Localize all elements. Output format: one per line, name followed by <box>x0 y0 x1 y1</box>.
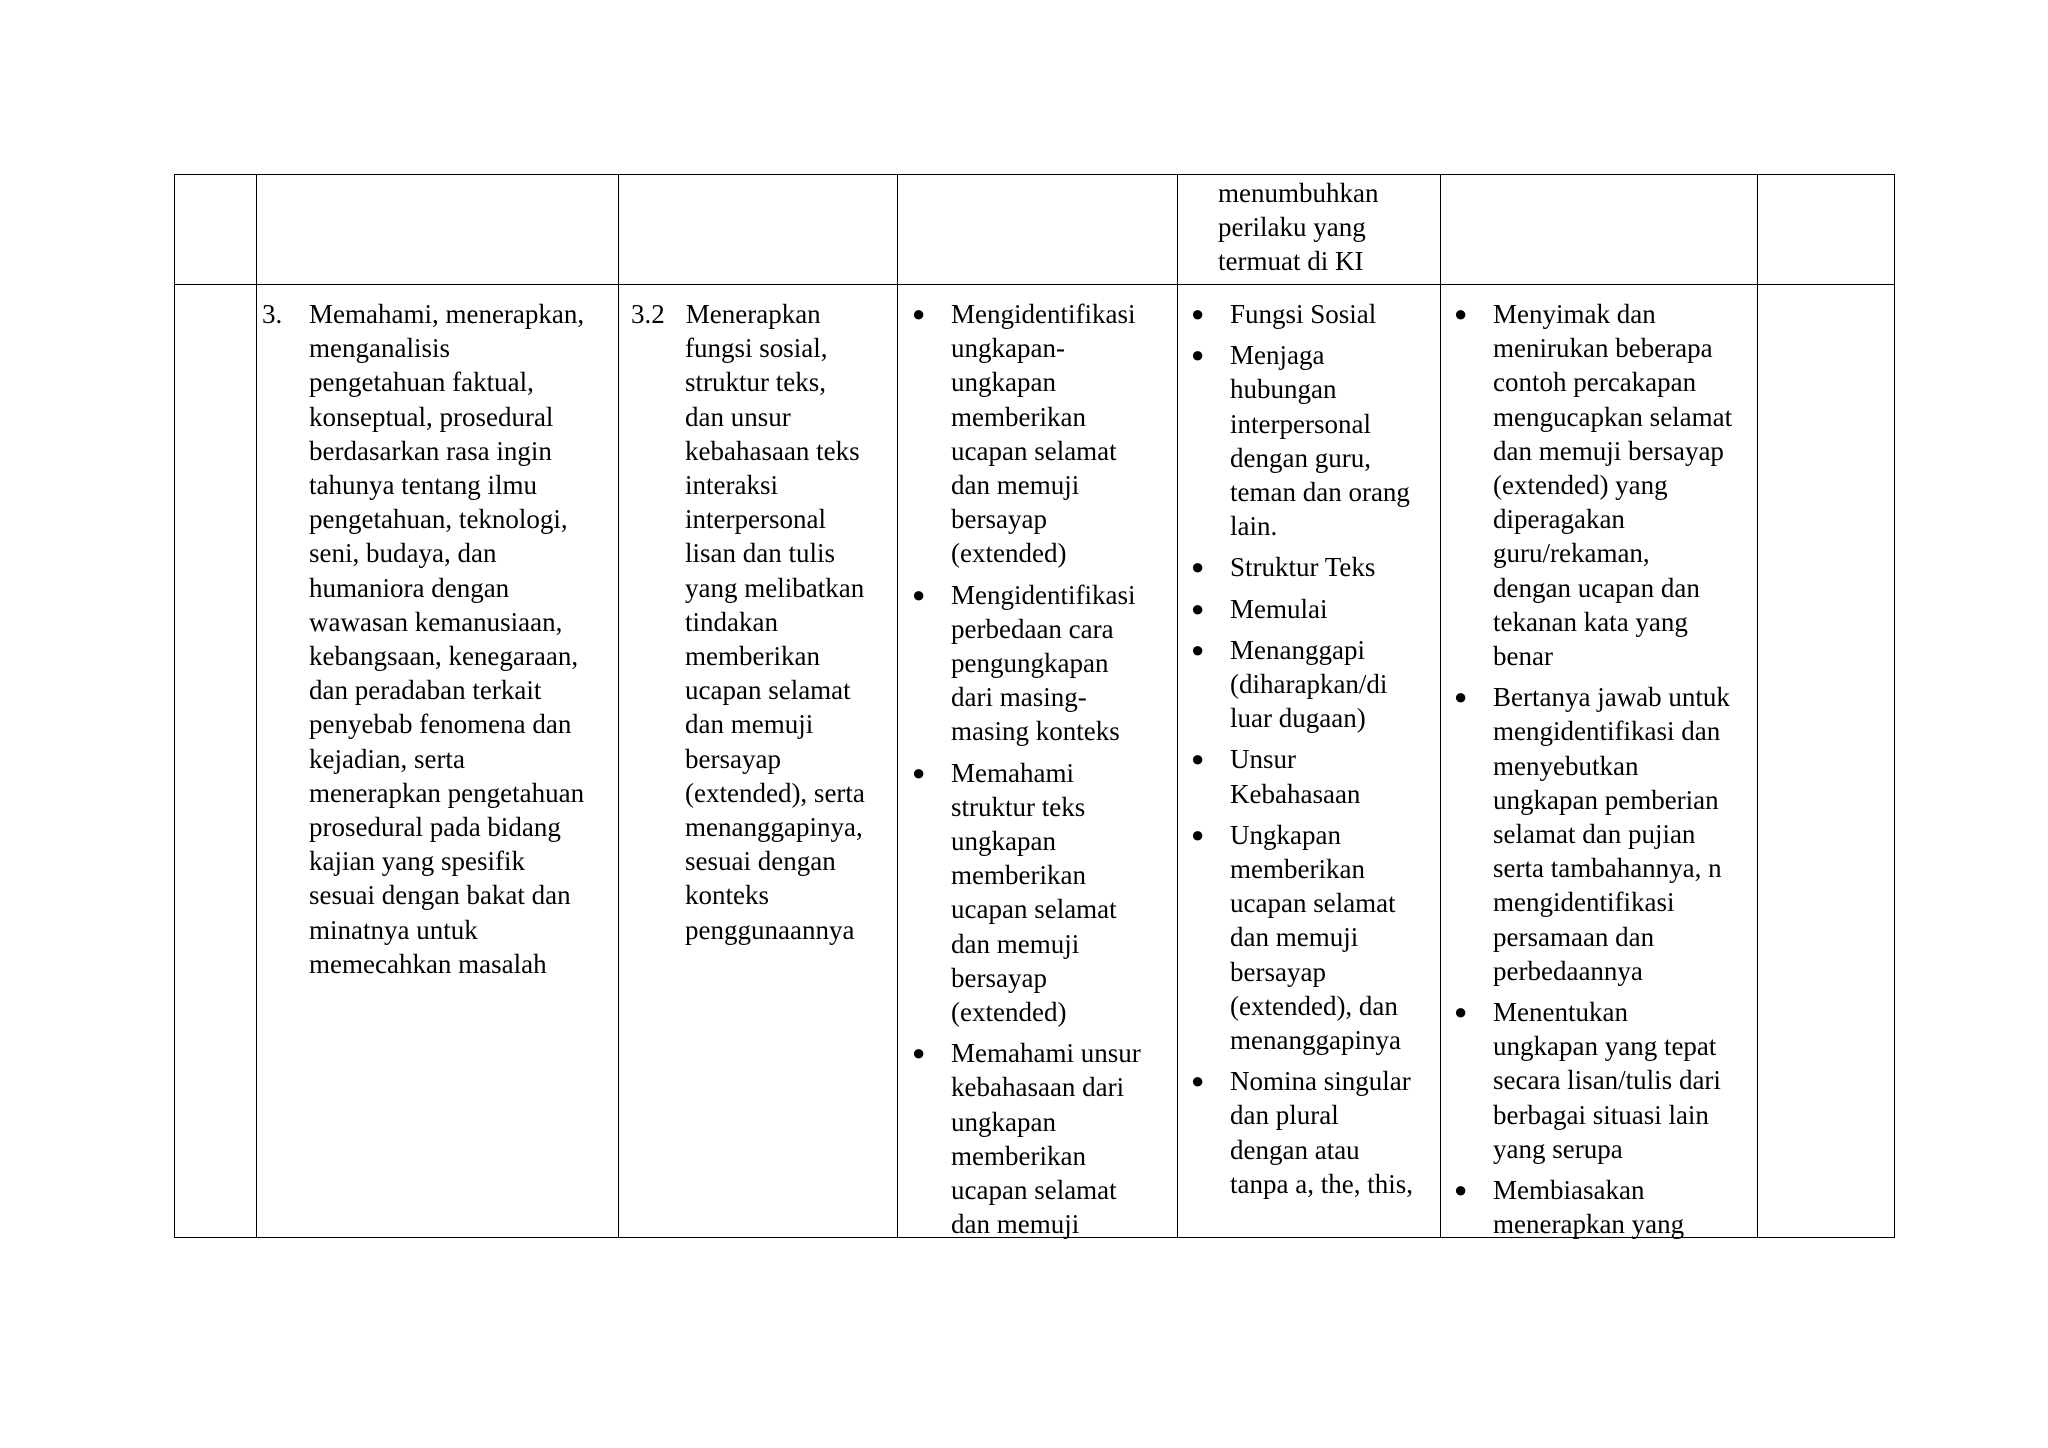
text-line: ucapan selamat <box>685 675 851 706</box>
text-line: konseptual, prosedural <box>309 401 554 432</box>
text-line: ucapan selamat <box>951 894 1117 925</box>
text-line: penggunaannya <box>685 914 855 945</box>
text-line: Ungkapan <box>1230 819 1341 850</box>
kd-text <box>631 331 893 947</box>
bullet-icon: ● <box>1191 554 1205 580</box>
materi-pembelajaran-cell <box>1189 297 1439 1208</box>
text-line: guru/rekaman, <box>1493 538 1650 569</box>
text-line: lisan dan tulis <box>685 538 835 569</box>
text-line: wawasan kemanusiaan, <box>309 606 563 637</box>
column-divider <box>897 174 898 1238</box>
text-line: tindakan <box>685 606 778 637</box>
bullet-item <box>1189 742 1439 810</box>
text-line: Struktur Teks <box>1230 552 1376 583</box>
row-divider <box>174 284 1895 285</box>
text-line: (extended) <box>951 997 1067 1028</box>
text-line: kebangsaan, kenegaraan, <box>309 641 579 672</box>
text-line: (extended), serta <box>685 777 865 808</box>
text-line: interaksi <box>685 470 778 501</box>
bullet-item <box>1189 633 1439 736</box>
text-line: dan plural <box>1230 1100 1339 1131</box>
bullet-icon: ● <box>1191 301 1205 326</box>
text-line: hubungan <box>1230 374 1337 405</box>
text-line: mengucapkan selamat <box>1493 401 1733 432</box>
text-line: kebahasaan dari <box>951 1072 1125 1103</box>
text-line: bersayap <box>951 962 1047 993</box>
text-line: pengungkapan <box>951 648 1109 679</box>
text-line: contoh percakapan <box>1493 367 1697 398</box>
text-line: Memulai <box>1230 593 1328 624</box>
bullet-icon: ● <box>1191 1068 1205 1094</box>
text-line: Mengidentifikasi <box>951 299 1136 329</box>
text-line: lain. <box>1230 511 1278 542</box>
kd-first-word: Menerapkan <box>685 299 821 329</box>
text-line: dengan guru, <box>1230 442 1371 473</box>
bullet-item <box>1452 995 1756 1166</box>
text-line: dan unsur <box>685 401 791 432</box>
text-line: Bertanya jawab untuk <box>1493 682 1730 713</box>
text-line: Memahami, menerapkan, <box>309 299 585 329</box>
text-line: (extended), dan <box>1230 990 1398 1021</box>
text-line: berbagai situasi lain <box>1493 1099 1709 1130</box>
text-line: Nomina singular <box>1230 1066 1411 1097</box>
bullet-icon: ● <box>912 1040 926 1066</box>
text-line: dan memuji bersayap <box>1493 435 1724 466</box>
text-line: kajian yang spesifik <box>309 846 525 877</box>
bullet-item <box>910 756 1175 1030</box>
text-line: (extended) yang <box>1493 470 1668 501</box>
text-line: sesuai dengan bakat dan <box>309 880 571 911</box>
text-line: perbedaannya <box>1493 955 1643 986</box>
column-divider <box>1177 174 1178 1238</box>
text-line: benar <box>1493 641 1553 672</box>
text-line: memecahkan masalah <box>309 948 547 979</box>
text-line: dan memuji <box>1230 922 1359 953</box>
text-line: ungkapan pemberian <box>1493 784 1719 815</box>
text-line: pengetahuan, teknologi, <box>309 504 568 535</box>
text-line: struktur teks <box>951 791 1086 822</box>
text-line: Mengidentifikasi <box>951 579 1136 610</box>
text-line: struktur teks, <box>685 367 826 398</box>
bullet-item <box>1452 680 1756 988</box>
text-line: menganalisis <box>309 333 450 364</box>
text-line: tanpa a, the, this, <box>1230 1168 1413 1199</box>
text-line: Membiasakan <box>1493 1175 1645 1206</box>
text-line: ungkapan <box>951 1106 1056 1137</box>
ki-number: 3. <box>262 299 283 329</box>
text-line: menyebutkan <box>1493 750 1639 781</box>
column-divider <box>256 174 257 1238</box>
text-line: dan memuji <box>685 709 814 740</box>
text-line: minatnya untuk <box>309 914 478 945</box>
text-line: Menyimak dan <box>1493 299 1656 329</box>
text-line: menerapkan yang <box>1493 1209 1685 1240</box>
text-line: memberikan <box>951 1140 1086 1171</box>
bullet-icon: ● <box>1454 1177 1468 1203</box>
bullet-item <box>1452 1173 1756 1241</box>
text-line: ucapan selamat <box>1230 888 1396 919</box>
text-line: interpersonal <box>685 504 826 535</box>
text-line: dan memuji <box>951 928 1080 959</box>
text-line: perbedaan cara <box>951 613 1114 644</box>
text-line: pengetahuan faktual, <box>309 367 534 398</box>
text-line: memberikan <box>951 860 1086 891</box>
bullet-icon: ● <box>1191 746 1205 772</box>
text-line: dari masing- <box>951 682 1087 713</box>
bullet-item <box>1189 297 1439 331</box>
text-line: kebahasaan teks <box>685 435 860 466</box>
text-line: Menentukan <box>1493 997 1628 1028</box>
bullet-icon: ● <box>1454 999 1468 1025</box>
text-line: menanggapinya <box>1230 1025 1401 1056</box>
text-line: dengan atau <box>1230 1134 1360 1165</box>
text-line: prosedural pada bidang <box>309 812 561 843</box>
text-line: menerapkan pengetahuan <box>309 777 585 808</box>
text-line: konteks <box>685 880 769 911</box>
text-line: bersayap <box>1230 956 1326 987</box>
text-line: menirukan beberapa <box>1493 333 1713 364</box>
text-line: yang melibatkan <box>685 572 865 603</box>
text-line: masing konteks <box>951 716 1120 747</box>
text-line: humaniora dengan <box>309 572 510 603</box>
text-line: memberikan <box>1230 854 1365 885</box>
text-line: Kebahasaan <box>1230 778 1361 809</box>
text-line: teman dan orang <box>1230 477 1410 508</box>
text-line: ucapan selamat <box>951 1175 1117 1206</box>
bullet-icon: ● <box>1454 301 1468 326</box>
bullet-item <box>1189 550 1439 584</box>
text-line: bersayap <box>685 743 781 774</box>
text-line: luar dugaan) <box>1230 703 1366 734</box>
text-line: Memahami unsur <box>951 1038 1141 1069</box>
text-line: Menanggapi <box>1230 634 1365 665</box>
text-line: yang serupa <box>1493 1133 1623 1164</box>
bullet-item <box>910 297 1175 571</box>
bullet-item <box>910 578 1175 749</box>
text-line: secara lisan/tulis dari <box>1493 1065 1721 1096</box>
text-line: fungsi sosial, <box>685 333 828 364</box>
bullet-icon: ● <box>1191 342 1205 368</box>
text-line: seni, budaya, dan <box>309 538 497 569</box>
text-line: selamat dan pujian <box>1493 819 1696 850</box>
text-line: tekanan kata yang <box>1493 606 1688 637</box>
text-line: (extended) <box>951 538 1067 569</box>
bullet-icon: ● <box>912 759 926 785</box>
kompetensi-dasar-cell <box>631 297 893 947</box>
text-line: serta tambahannya, n <box>1493 853 1722 884</box>
bullet-icon: ● <box>1191 595 1205 621</box>
column-divider <box>1440 174 1441 1238</box>
bullet-item <box>1189 592 1439 626</box>
kompetensi-inti-cell <box>262 297 614 981</box>
text-line: ungkapan yang tepat <box>1493 1031 1717 1062</box>
text-line: menumbuhkan <box>1218 178 1379 208</box>
bullet-icon: ● <box>1454 684 1468 710</box>
text-line: berdasarkan rasa ingin <box>309 435 552 466</box>
ki-text <box>262 297 614 981</box>
text-line: penyebab fenomena dan <box>309 709 572 740</box>
text-line: dan memuji <box>951 1209 1080 1240</box>
text-line: dan peradaban terkait <box>309 675 542 706</box>
bullet-icon: ● <box>1191 636 1205 662</box>
text-line: sesuai dengan <box>685 846 836 877</box>
bullet-item <box>910 1036 1175 1241</box>
text-line: Fungsi Sosial <box>1230 299 1377 329</box>
text-line: dan memuji <box>951 470 1080 501</box>
text-line: ungkapan- <box>951 333 1065 364</box>
column-divider <box>618 174 619 1238</box>
text-line: Menjaga <box>1230 340 1325 371</box>
bullet-icon: ● <box>912 581 926 607</box>
text-line: memberikan <box>951 401 1086 432</box>
text-line: mengidentifikasi dan <box>1493 716 1721 747</box>
kd-heading <box>631 297 893 331</box>
bullet-icon: ● <box>1191 821 1205 847</box>
bullet-item <box>1189 338 1439 543</box>
text-line: (diharapkan/di <box>1230 669 1388 700</box>
text-line: interpersonal <box>1230 408 1371 439</box>
column-divider <box>1757 174 1758 1238</box>
text-line: bersayap <box>951 504 1047 535</box>
kd-number: 3.2 <box>631 299 665 329</box>
text-line: tahunya tentang ilmu <box>309 470 537 501</box>
text-line: ucapan selamat <box>951 435 1117 466</box>
text-line: ungkapan <box>951 826 1056 857</box>
materi-continuation-cell <box>1218 176 1433 279</box>
text-line: diperagakan <box>1493 504 1625 535</box>
text-line: memberikan <box>685 641 820 672</box>
text-line: perilaku yang <box>1218 212 1366 243</box>
text-line: persamaan dan <box>1493 921 1655 952</box>
text-line: ungkapan <box>951 367 1056 398</box>
bullet-item <box>1189 818 1439 1057</box>
kegiatan-pembelajaran-cell <box>1452 297 1756 1248</box>
bullet-item <box>1452 297 1756 673</box>
text-line: menanggapinya, <box>685 812 863 843</box>
text-line: Unsur <box>1230 744 1296 775</box>
text-line: Memahami <box>951 757 1074 788</box>
text-line: termuat di KI <box>1218 246 1364 277</box>
text-line: kejadian, serta <box>309 743 465 774</box>
text-line: mengidentifikasi <box>1493 887 1675 918</box>
bullet-icon: ● <box>912 301 926 326</box>
bullet-item <box>1189 1064 1439 1201</box>
text-line: dengan ucapan dan <box>1493 572 1700 603</box>
indikator-cell <box>910 297 1175 1248</box>
